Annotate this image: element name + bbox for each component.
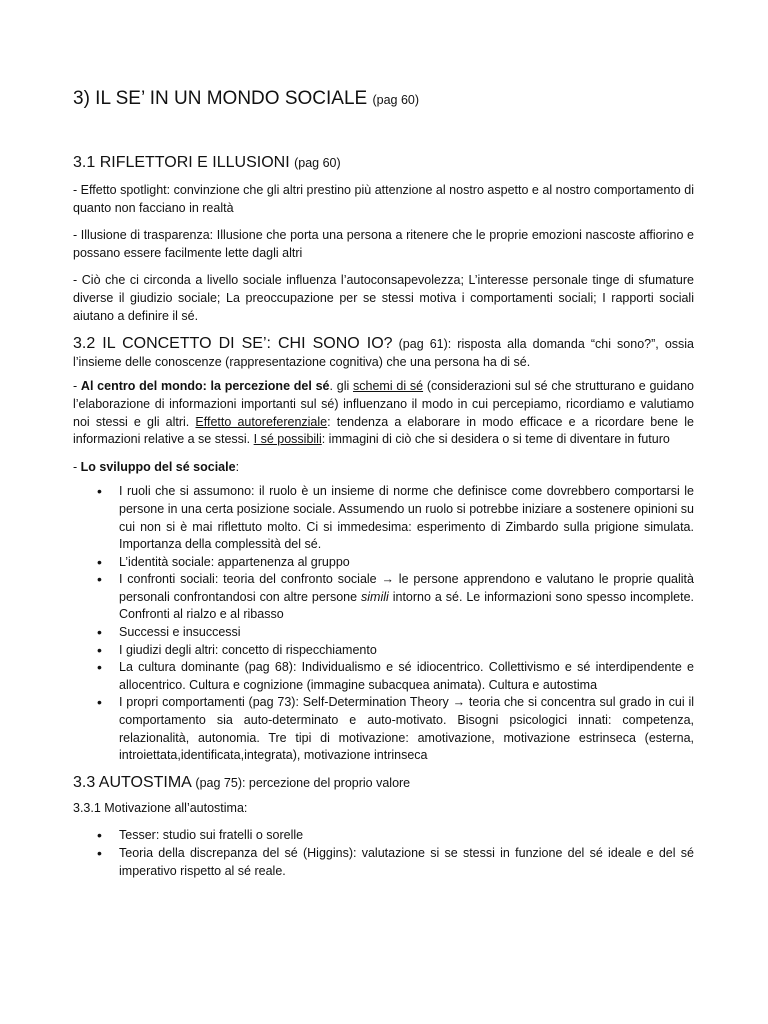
bullet-list-autostima [73,827,694,880]
text-fragment: : tendenza a elaborare in modo efficace e a ricordare bene le informazioni relative a se stessi. [73,414,694,447]
paragraph-centro-mondo [73,378,694,448]
section-3-1-heading [73,154,694,172]
section-3-1-page-ref: (pag 60) [294,156,341,170]
schemi-di-se: schemi di sé [353,379,424,394]
subsection-3-3-1: 3.3.1 Motivazione all’autostima: [73,800,248,815]
list-item: • Tesser: studio sui fratelli o sorelle [119,827,694,845]
centro-mondo-bold: Al centro del mondo: la percezione del sé [80,379,330,394]
text-fragment: I propri comportamenti (pag 73): Self-Determination Theory [119,695,453,710]
section-3-2-page-text: (pag 61): risposta alla domanda “chi sono?”, ossia l’insieme delle conoscenze (rappresentazione cognitiva) che una persona ha di sé. [73,337,695,369]
arrow-icon: → [452,695,466,710]
list-item: • La cultura dominante (pag 68): Individualismo e sé idiocentrico. Collettivismo e sé interdipendente e allocentrico. Cultura e cognizione (immagine subacquea animata). Cultura e autostima [119,659,694,694]
text-fragment: : [235,459,240,474]
document-body [73,88,694,889]
section-3-2-heading [73,335,694,371]
list-item: • Teoria della discrepanza del sé (Higgins): valutazione si se stessi in funzione del sé ideale e del sé imperativo rispetto al sé reale. [119,845,694,880]
list-item: • L’identità sociale: appartenenza al gruppo [119,554,694,572]
list-item [119,694,694,764]
paragraph-trasparenza: - Illusione di trasparenza: Illusione che porta una persona a ritenere che le proprie emozioni nascoste affiorino e possano essere facilmente lette dagli altri [73,228,694,260]
text-fragment: : immagini di ciò che si desidera o si teme di diventare in futuro [321,432,670,447]
se-possibili: I sé possibili [253,432,322,447]
text-fragment: - [73,459,81,474]
list-item: • I ruoli che si assumono: il ruolo è un insieme di norme che definisce come dovrebbero comportarsi le persone in una certa posizione sociale. Assumendo un ruolo si potrebbe iniziare a sostenere opinioni su cui non si è mai riflettuto molto. Ci si immedesima: esperimento di Zimbardo sulla prigione simulata. Importanza della complessità del sé. [119,483,694,553]
list-item: • I giudizi degli altri: concetto di rispecchiamento [119,642,694,660]
paragraph-contesto-sociale: - Ciò che ci circonda a livello sociale influenza l’autoconsapevolezza; L’interesse personale tinge di sfumature diverse il giudizio sociale; La preoccupazione per se stessi motiva i comportamenti sociali; I rapporti sociali aiutano a definire il sé. [73,273,694,323]
chapter-title [73,88,694,110]
text-fragment: - [73,379,81,394]
section-3-3-tail: (pag 75): percezione del proprio valore [195,775,411,790]
list-item [119,571,694,624]
chapter-page-ref: (pag 60) [372,93,420,107]
section-3-2-title: 3.2 IL CONCETTO DI SE’: CHI SONO IO? [73,335,393,353]
text-fragment: (considerazioni sul sé che strutturano e guidano l’elaborazione di informazioni importanti sul sé) influenzano il modo in cui percepiamo, ricordiamo e valutiamo noi stessi e gli altri. [73,379,694,429]
text-fragment: teoria che si concentra sul grado in cui il comportamento sia auto-determinato e auto-motivato. Bisogni psicologici innati: competenza, relazionalità, autonomia. Tre tipi di motivazione: amotivazione, motivazione estrinseca (esterna, introiettata,identificata,integrata), motivazione intrinseca [119,695,694,763]
bullet-list-sviluppo [73,483,694,765]
effetto-autoreferenziale: Effetto autoreferenziale [195,414,328,429]
text-fragment: . gli [329,379,354,394]
paragraph-spotlight: - Effetto spotlight: convinzione che gli altri prestino più attenzione al nostro aspetto e al nostro comportamento di quanto non facciano in realtà [73,183,694,215]
text-fragment: le persone apprendono e valutano le proprie qualità personali confrontandosi con altre persone [119,572,694,604]
sviluppo-bold: Lo sviluppo del sé sociale [80,459,236,474]
chapter-title-text: 3) IL SE’ IN UN MONDO SOCIALE [73,88,368,109]
text-fragment: I confronti sociali: teoria del confronto sociale [119,572,382,587]
simili-italic: simili [361,589,389,604]
section-3-1-title: 3.1 RIFLETTORI E ILLUSIONI [73,154,290,171]
list-item: • Successi e insuccessi [119,624,694,642]
section-3-3-heading [73,774,694,792]
arrow-icon: → [381,572,394,587]
section-3-3-title: 3.3 AUTOSTIMA [73,773,191,791]
text-fragment: intorno a sé. Le informazioni sono spesso incomplete. Confronti al rialzo e al ribasso [119,589,694,622]
paragraph-sviluppo [73,459,694,477]
